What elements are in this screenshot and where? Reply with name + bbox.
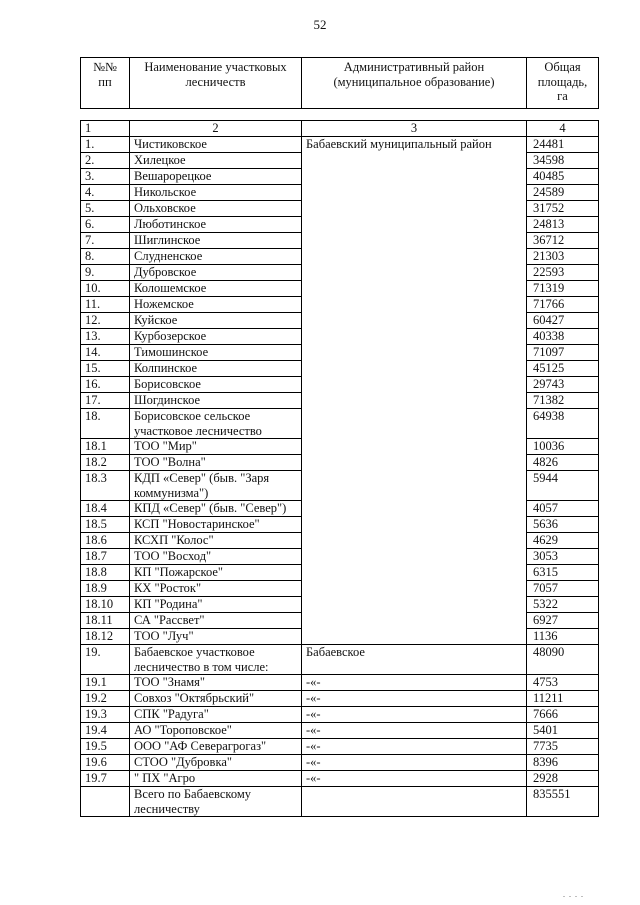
row-number: 11. bbox=[81, 297, 130, 313]
row-number: 3. bbox=[81, 169, 130, 185]
row-number: 18.2 bbox=[81, 455, 130, 471]
area-value: 31752 bbox=[527, 201, 599, 217]
forestry-name: КХ "Росток" bbox=[130, 581, 302, 597]
district-name: -«- bbox=[302, 771, 527, 787]
row-number: 18.8 bbox=[81, 565, 130, 581]
forestry-name: КП "Родина" bbox=[130, 597, 302, 613]
table-row bbox=[81, 707, 599, 723]
row-number: 19.1 bbox=[81, 675, 130, 691]
area-value: 10036 bbox=[527, 439, 599, 455]
forestry-name: Чистиковское bbox=[130, 137, 302, 153]
table-row bbox=[81, 723, 599, 739]
forestry-name: Бабаевское участковое лесничество в том числе: bbox=[130, 645, 302, 675]
area-value: 7666 bbox=[527, 707, 599, 723]
forestry-name: Слудненское bbox=[130, 249, 302, 265]
forestry-name: Люботинское bbox=[130, 217, 302, 233]
column-number: 1 bbox=[81, 121, 130, 137]
header-name: Наименование участковых лесничеств bbox=[130, 58, 302, 109]
page-number: 52 bbox=[313, 17, 327, 32]
row-number: 12. bbox=[81, 313, 130, 329]
row-number: 1. bbox=[81, 137, 130, 153]
forestry-name: Вешарорецкое bbox=[130, 169, 302, 185]
column-number: 4 bbox=[527, 121, 599, 137]
row-number: 18.9 bbox=[81, 581, 130, 597]
row-number: 7. bbox=[81, 233, 130, 249]
area-value: 64938 bbox=[527, 409, 599, 439]
column-number: 2 bbox=[130, 121, 302, 137]
row-number: 18. bbox=[81, 409, 130, 439]
forestry-name: СТОО "Дубровка" bbox=[130, 755, 302, 771]
row-number: 18.1 bbox=[81, 439, 130, 455]
forestry-name: КП "Пожарское" bbox=[130, 565, 302, 581]
district-name: Бабаевский муниципальный район bbox=[306, 137, 492, 151]
area-value: 5944 bbox=[527, 471, 599, 501]
forestry-name: Дубровское bbox=[130, 265, 302, 281]
table-row bbox=[81, 645, 599, 675]
row-number: 17. bbox=[81, 393, 130, 409]
area-value: 5636 bbox=[527, 517, 599, 533]
forestry-name: ТОО "Луч" bbox=[130, 629, 302, 645]
area-value: 4057 bbox=[527, 501, 599, 517]
district-name: -«- bbox=[302, 755, 527, 771]
forestry-name: Куйское bbox=[130, 313, 302, 329]
area-value: 4629 bbox=[527, 533, 599, 549]
area-value: 2928 bbox=[527, 771, 599, 787]
forestry-name: Борисовское bbox=[130, 377, 302, 393]
forestry-name: ТОО "Волна" bbox=[130, 455, 302, 471]
table-row bbox=[81, 137, 599, 153]
area-value: 21303 bbox=[527, 249, 599, 265]
column-number: 3 bbox=[302, 121, 527, 137]
forestry-name: Тимошинское bbox=[130, 345, 302, 361]
area-value: 45125 bbox=[527, 361, 599, 377]
row-number: 16. bbox=[81, 377, 130, 393]
area-value: 6927 bbox=[527, 613, 599, 629]
table-row bbox=[81, 739, 599, 755]
area-value: 5322 bbox=[527, 597, 599, 613]
area-value: 5401 bbox=[527, 723, 599, 739]
forestry-name: Совхоз "Октябрьский" bbox=[130, 691, 302, 707]
row-number: 2. bbox=[81, 153, 130, 169]
forestry-name: Колошемское bbox=[130, 281, 302, 297]
total-row bbox=[81, 787, 599, 817]
forestry-name: ТОО "Знамя" bbox=[130, 675, 302, 691]
area-value: 4826 bbox=[527, 455, 599, 471]
area-value: 1136 bbox=[527, 629, 599, 645]
row-number: 4. bbox=[81, 185, 130, 201]
district-name: Бабаевское bbox=[302, 645, 527, 675]
forestry-name: Ольховское bbox=[130, 201, 302, 217]
area-value: 40485 bbox=[527, 169, 599, 185]
forestry-name: Хилецкое bbox=[130, 153, 302, 169]
table-row bbox=[81, 771, 599, 787]
total-number bbox=[81, 787, 130, 817]
forestry-name: КСХП "Колос" bbox=[130, 533, 302, 549]
forestry-name: Шиглинское bbox=[130, 233, 302, 249]
area-value: 71766 bbox=[527, 297, 599, 313]
row-number: 19. bbox=[81, 645, 130, 675]
row-number: 19.5 bbox=[81, 739, 130, 755]
area-value: 40338 bbox=[527, 329, 599, 345]
corner-mark: . . . . bbox=[563, 890, 584, 899]
row-number: 18.10 bbox=[81, 597, 130, 613]
area-value: 24589 bbox=[527, 185, 599, 201]
row-number: 18.5 bbox=[81, 517, 130, 533]
row-number: 18.7 bbox=[81, 549, 130, 565]
forestry-name: СПК "Радуга" bbox=[130, 707, 302, 723]
row-number: 8. bbox=[81, 249, 130, 265]
total-area: 835551 bbox=[527, 787, 599, 817]
row-number: 19.2 bbox=[81, 691, 130, 707]
forestry-name: СА "Рассвет" bbox=[130, 613, 302, 629]
row-number: 19.3 bbox=[81, 707, 130, 723]
forestry-name: Ножемское bbox=[130, 297, 302, 313]
row-number: 18.3 bbox=[81, 471, 130, 501]
area-value: 34598 bbox=[527, 153, 599, 169]
forestry-name: Курбозерское bbox=[130, 329, 302, 345]
forestry-table bbox=[80, 120, 599, 817]
row-number: 18.6 bbox=[81, 533, 130, 549]
area-value: 24813 bbox=[527, 217, 599, 233]
header-district: Административный район (муниципальное образование) bbox=[302, 58, 527, 109]
row-number: 19.7 bbox=[81, 771, 130, 787]
row-number: 5. bbox=[81, 201, 130, 217]
forestry-name: ТОО "Восход" bbox=[130, 549, 302, 565]
table-row bbox=[81, 755, 599, 771]
district-name: -«- bbox=[302, 691, 527, 707]
row-number: 13. bbox=[81, 329, 130, 345]
district-name: -«- bbox=[302, 707, 527, 723]
area-value: 60427 bbox=[527, 313, 599, 329]
district-name: -«- bbox=[302, 723, 527, 739]
area-value: 4753 bbox=[527, 675, 599, 691]
row-number: 19.6 bbox=[81, 755, 130, 771]
header-area: Общая площадь, га bbox=[527, 58, 599, 109]
district-cell bbox=[302, 137, 527, 645]
row-number: 18.12 bbox=[81, 629, 130, 645]
forestry-name: Колпинское bbox=[130, 361, 302, 377]
area-value: 29743 bbox=[527, 377, 599, 393]
row-number: 18.4 bbox=[81, 501, 130, 517]
area-value: 3053 bbox=[527, 549, 599, 565]
area-value: 7057 bbox=[527, 581, 599, 597]
district-name: -«- bbox=[302, 739, 527, 755]
row-number: 6. bbox=[81, 217, 130, 233]
row-number: 15. bbox=[81, 361, 130, 377]
area-value: 6315 bbox=[527, 565, 599, 581]
header-table bbox=[80, 57, 599, 109]
area-value: 71382 bbox=[527, 393, 599, 409]
forestry-name: " ПХ "Агро bbox=[130, 771, 302, 787]
column-number-row bbox=[81, 121, 599, 137]
district-name: -«- bbox=[302, 675, 527, 691]
forestry-name: Шогдинское bbox=[130, 393, 302, 409]
row-number: 10. bbox=[81, 281, 130, 297]
area-value: 24481 bbox=[527, 137, 599, 153]
row-number: 14. bbox=[81, 345, 130, 361]
forestry-name: КПД «Север" (быв. "Север") bbox=[130, 501, 302, 517]
area-value: 8396 bbox=[527, 755, 599, 771]
area-value: 7735 bbox=[527, 739, 599, 755]
area-value: 11211 bbox=[527, 691, 599, 707]
table-row bbox=[81, 691, 599, 707]
area-value: 36712 bbox=[527, 233, 599, 249]
table-row bbox=[81, 675, 599, 691]
forestry-name: АО "Тороповское" bbox=[130, 723, 302, 739]
forestry-name: ТОО "Мир" bbox=[130, 439, 302, 455]
forestry-name: Никольское bbox=[130, 185, 302, 201]
area-value: 22593 bbox=[527, 265, 599, 281]
forestry-name: КДП «Север" (быв. "Заря коммунизма") bbox=[130, 471, 302, 501]
forestry-name: КСП "Новостаринское" bbox=[130, 517, 302, 533]
header-num: №№ пп bbox=[81, 58, 130, 109]
total-label: Всего по Бабаевскому лесничеству bbox=[130, 787, 302, 817]
total-district bbox=[302, 787, 527, 817]
row-number: 9. bbox=[81, 265, 130, 281]
area-value: 48090 bbox=[527, 645, 599, 675]
row-number: 18.11 bbox=[81, 613, 130, 629]
area-value: 71319 bbox=[527, 281, 599, 297]
area-value: 71097 bbox=[527, 345, 599, 361]
row-number: 19.4 bbox=[81, 723, 130, 739]
forestry-name: ООО "АФ Северагрогаз" bbox=[130, 739, 302, 755]
forestry-name: Борисовское сельское участковое лесничество bbox=[130, 409, 302, 439]
